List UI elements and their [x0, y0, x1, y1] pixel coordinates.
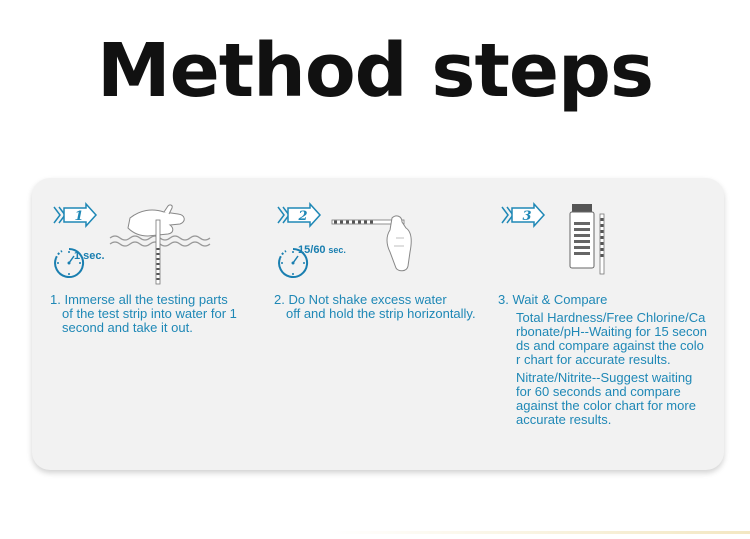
- step-2-body: off and hold the strip horizontally.: [286, 306, 476, 321]
- bottle-and-strip-illustration: [566, 200, 626, 280]
- step-3-lead: 3. Wait & Compare: [498, 292, 608, 307]
- step-2-arrow-badge-icon: [276, 202, 322, 228]
- svg-text:1: 1: [74, 209, 84, 224]
- page-title: Method steps: [96, 28, 654, 114]
- step-1-timer-label: 1 sec.: [74, 250, 105, 262]
- step-2-lead: 2. Do Not shake excess water: [274, 292, 447, 307]
- step-3-arrow-badge-icon: [500, 202, 546, 228]
- step-2-description: [274, 293, 484, 321]
- decorative-line: [330, 531, 750, 534]
- step-1-body: of the test strip into water for 1 second and take it out.: [62, 306, 237, 335]
- step-2-timer-label: 15/60 sec.: [298, 244, 346, 256]
- hand-holding-strip-illustration: [330, 208, 430, 278]
- hand-dipping-strip-illustration: [108, 200, 218, 286]
- step-3-description: [498, 293, 708, 427]
- method-steps-card: [32, 178, 724, 470]
- step-3-paragraph-1: Total Hardness/Free Chlorine/Carbonate/pH--Waiting for 15 seconds and compare against the color chart for accurate results.: [516, 310, 708, 367]
- step-1-description: [50, 293, 260, 335]
- step-3-paragraph-2: Nitrate/Nitrite--Suggest waiting for 60 seconds and compare against the color chart for more accurate results.: [516, 370, 696, 427]
- step-1-arrow-badge-icon: [52, 202, 98, 228]
- svg-text:3: 3: [522, 209, 532, 224]
- step-1-lead: 1. Immerse all the testing parts: [50, 292, 228, 307]
- svg-text:2: 2: [298, 209, 308, 224]
